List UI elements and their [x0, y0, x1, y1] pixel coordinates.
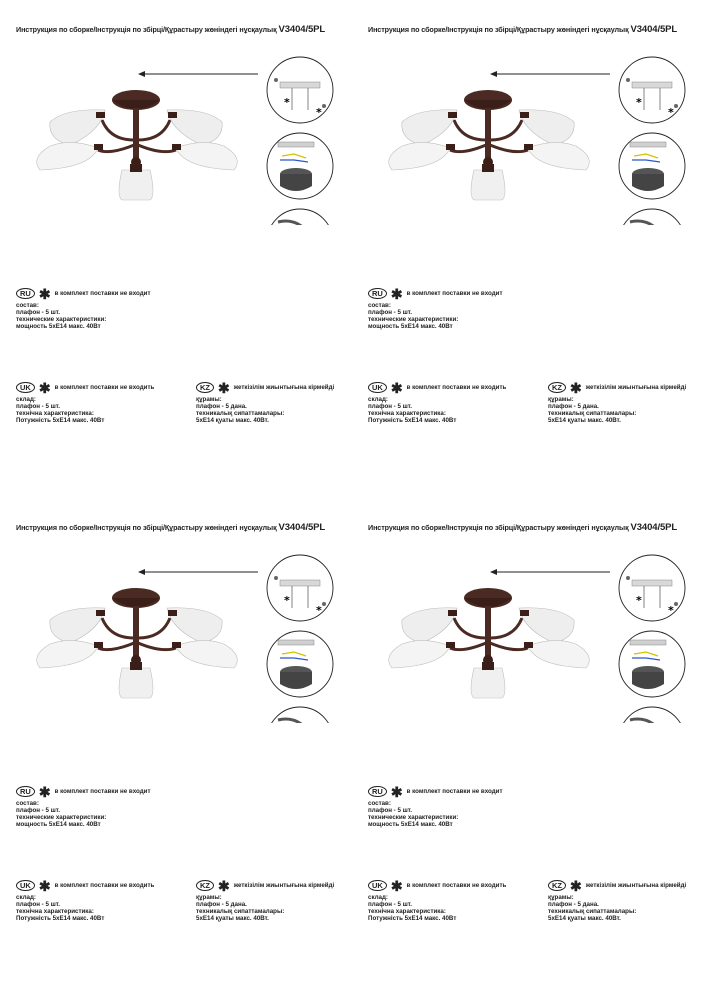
uk-line: технічна характеристика:	[368, 908, 446, 915]
uk-line: плафон - 5 шт.	[16, 403, 60, 410]
wiring-icon	[619, 133, 685, 199]
chandelier-illustration	[362, 50, 702, 225]
ru-section	[368, 783, 503, 828]
uk-line: технічна характеристика:	[16, 410, 94, 417]
star-icon: ✱	[38, 877, 51, 894]
kz-line: 5xE14 қуаты макс. 40Вт.	[548, 417, 621, 424]
wiring-icon	[267, 631, 333, 697]
star-icon: ✱	[218, 877, 230, 894]
chandelier-illustration	[10, 548, 350, 723]
uk-line: склад:	[16, 894, 36, 901]
ru-note: в комплект поставки не входит	[54, 788, 151, 795]
uk-line: плафон - 5 шт.	[368, 901, 412, 908]
star-icon: ✱	[38, 285, 51, 302]
star-icon: ✱	[218, 379, 230, 396]
kz-line: плафон - 5 дана.	[548, 901, 599, 908]
ru-line: состав:	[368, 302, 391, 309]
chandelier-illustration	[10, 50, 350, 225]
ru-badge: RU	[368, 288, 387, 299]
kz-line: 5xE14 қуаты макс. 40Вт.	[196, 417, 269, 424]
uk-line: склад:	[368, 894, 388, 901]
kz-section	[196, 379, 335, 424]
ru-note: в комплект поставки не входит	[54, 290, 151, 297]
uk-line: технічна характеристика:	[16, 908, 94, 915]
ru-line: технические характеристики:	[16, 814, 107, 821]
model-code: V3404/5PL	[630, 24, 678, 35]
arrow-icon	[138, 71, 258, 77]
ru-badge: RU	[16, 288, 35, 299]
kz-line: плафон - 5 дана.	[196, 901, 247, 908]
kz-line: техникалық сипаттамалары:	[548, 908, 637, 915]
uk-section	[368, 877, 507, 922]
ru-line: мощность 5xE14 макс. 40Вт	[368, 323, 453, 330]
title-text: Инструкция по сборке/Інструкція по збірці/Құрастыру жөніндегі нұсқаулық	[368, 523, 631, 532]
ru-section	[16, 285, 151, 330]
ru-line: состав:	[368, 800, 391, 807]
chandelier-image	[37, 588, 238, 698]
kz-badge: KZ	[196, 880, 214, 891]
uk-note: в комплект поставки не входить	[406, 882, 507, 889]
chandelier-illustration	[362, 548, 702, 723]
instruction-title	[16, 522, 325, 533]
star-icon: ✱	[38, 783, 51, 800]
ru-line: плафон - 5 шт.	[16, 309, 60, 316]
ru-note: в комплект поставки не входит	[406, 290, 503, 297]
ru-line: мощность 5xE14 макс. 40Вт	[16, 323, 101, 330]
model-code: V3404/5PL	[278, 24, 326, 35]
uk-badge: UK	[16, 880, 35, 891]
ru-badge: RU	[368, 786, 387, 797]
kz-line: плафон - 5 дана.	[548, 403, 599, 410]
svg-text:*: *	[668, 106, 674, 119]
title-text: Инструкция по сборке/Інструкція по збірці/Құрастыру жөніндегі нұсқаулық	[16, 523, 279, 532]
ru-line: состав:	[16, 302, 39, 309]
kz-line: құрамы:	[196, 894, 222, 901]
uk-section	[16, 379, 155, 424]
uk-line: Потужність 5xE14 макс. 40Вт	[368, 417, 457, 424]
ru-note: в комплект поставки не входит	[406, 788, 503, 795]
uk-line: Потужність 5xE14 макс. 40Вт	[368, 915, 457, 922]
star-icon: ✱	[390, 379, 403, 396]
uk-line: склад:	[16, 396, 36, 403]
title-text: Инструкция по сборке/Інструкція по збірці/Құрастыру жөніндегі нұсқаулық	[368, 25, 631, 34]
mounting-plate-icon	[619, 555, 685, 621]
instruction-title	[368, 522, 677, 533]
chandelier-image	[389, 588, 590, 698]
mounting-plate-icon	[619, 57, 685, 123]
wiring-icon	[619, 631, 685, 697]
ru-line: мощность 5xE14 макс. 40Вт	[16, 821, 101, 828]
uk-section	[16, 877, 155, 922]
uk-note: в комплект поставки не входить	[406, 384, 507, 391]
star-icon: ✱	[390, 877, 403, 894]
mounting-plate-icon	[267, 57, 333, 123]
svg-text:*: *	[636, 96, 642, 109]
bulb-shade-icon	[267, 209, 333, 225]
kz-note: жеткізілім жиынтығына кірмейді	[233, 882, 335, 889]
kz-line: 5xE14 қуаты макс. 40Вт.	[196, 915, 269, 922]
uk-badge: UK	[16, 382, 35, 393]
uk-line: склад:	[368, 396, 388, 403]
ru-line: плафон - 5 шт.	[368, 309, 412, 316]
kz-section	[196, 877, 335, 922]
ru-section	[368, 285, 503, 330]
kz-badge: KZ	[548, 880, 566, 891]
svg-text:*: *	[284, 594, 290, 607]
ru-line: плафон - 5 шт.	[16, 807, 60, 814]
kz-badge: KZ	[548, 382, 566, 393]
kz-line: құрамы:	[548, 894, 574, 901]
instruction-title	[368, 24, 677, 35]
instruction-title	[16, 24, 325, 35]
ru-section	[16, 783, 151, 828]
star-icon: ✱	[390, 783, 403, 800]
kz-note: жеткізілім жиынтығына кірмейді	[585, 384, 687, 391]
kz-note: жеткізілім жиынтығына кірмейді	[585, 882, 687, 889]
ru-line: мощность 5xE14 макс. 40Вт	[368, 821, 453, 828]
uk-note: в комплект поставки не входить	[54, 384, 155, 391]
kz-line: 5xE14 қуаты макс. 40Вт.	[548, 915, 621, 922]
ru-line: технические характеристики:	[368, 316, 459, 323]
kz-line: техникалық сипаттамалары:	[196, 908, 285, 915]
kz-line: құрамы:	[196, 396, 222, 403]
arrow-icon	[490, 569, 610, 575]
mounting-plate-icon	[267, 555, 333, 621]
svg-text:*: *	[284, 96, 290, 109]
kz-line: техникалық сипаттамалары:	[548, 410, 637, 417]
instruction-card	[362, 508, 702, 978]
svg-text:*: *	[316, 604, 322, 617]
instruction-card	[10, 10, 350, 480]
ru-line: состав:	[16, 800, 39, 807]
bulb-shade-icon	[619, 209, 685, 225]
star-icon: ✱	[570, 379, 582, 396]
svg-text:*: *	[636, 594, 642, 607]
uk-badge: UK	[368, 382, 387, 393]
wiring-icon	[267, 133, 333, 199]
uk-line: плафон - 5 шт.	[16, 901, 60, 908]
uk-line: технічна характеристика:	[368, 410, 446, 417]
chandelier-image	[37, 90, 238, 200]
uk-line: плафон - 5 шт.	[368, 403, 412, 410]
star-icon: ✱	[38, 379, 51, 396]
ru-line: плафон - 5 шт.	[368, 807, 412, 814]
kz-note: жеткізілім жиынтығына кірмейді	[233, 384, 335, 391]
model-code: V3404/5PL	[278, 522, 326, 533]
model-code: V3404/5PL	[630, 522, 678, 533]
uk-badge: UK	[368, 880, 387, 891]
star-icon: ✱	[570, 877, 582, 894]
ru-line: технические характеристики:	[16, 316, 107, 323]
kz-badge: KZ	[196, 382, 214, 393]
bulb-shade-icon	[619, 707, 685, 723]
star-icon: ✱	[390, 285, 403, 302]
uk-line: Потужність 5xE14 макс. 40Вт	[16, 915, 105, 922]
chandelier-image	[389, 90, 590, 200]
kz-line: плафон - 5 дана.	[196, 403, 247, 410]
title-text: Инструкция по сборке/Інструкція по збірці/Құрастыру жөніндегі нұсқаулық	[16, 25, 279, 34]
kz-section	[548, 379, 687, 424]
uk-note: в комплект поставки не входить	[54, 882, 155, 889]
bulb-shade-icon	[267, 707, 333, 723]
arrow-icon	[138, 569, 258, 575]
uk-section	[368, 379, 507, 424]
arrow-icon	[490, 71, 610, 77]
instruction-card	[10, 508, 350, 978]
ru-line: технические характеристики:	[368, 814, 459, 821]
uk-line: Потужність 5xE14 макс. 40Вт	[16, 417, 105, 424]
kz-line: техникалық сипаттамалары:	[196, 410, 285, 417]
kz-line: құрамы:	[548, 396, 574, 403]
svg-text:*: *	[668, 604, 674, 617]
svg-text:*: *	[316, 106, 322, 119]
ru-badge: RU	[16, 786, 35, 797]
instruction-card	[362, 10, 702, 480]
kz-section	[548, 877, 687, 922]
